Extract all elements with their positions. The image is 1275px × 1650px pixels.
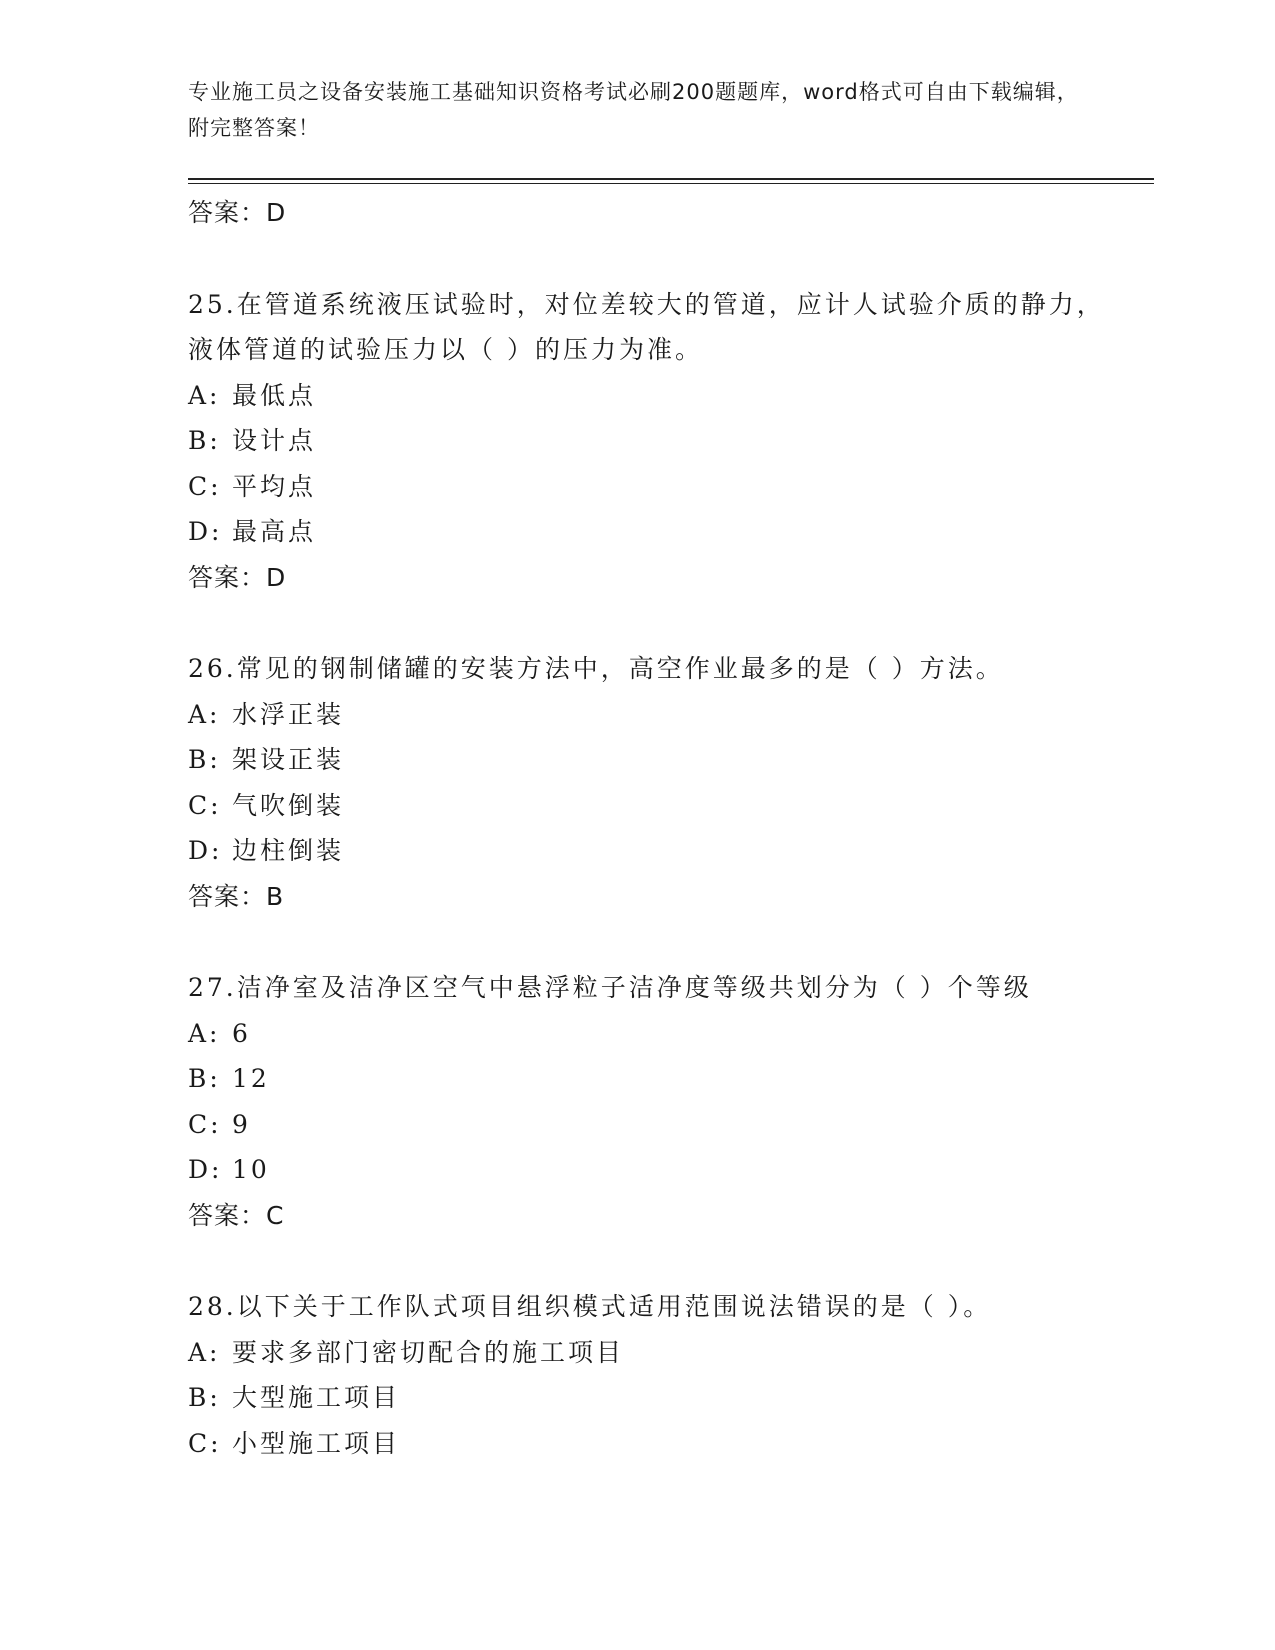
option-b: B: 12 bbox=[188, 1064, 270, 1093]
question-list bbox=[188, 190, 1108, 1466]
option-c: C: 9 bbox=[188, 1109, 251, 1139]
question-stem: 25.在管道系统液压试验时，对位差较大的管道，应计人试验介质的静力，液体管道的试验压力以（ ）的压力为准。 bbox=[188, 289, 1105, 364]
option-b: B: 架设正装 bbox=[188, 745, 345, 774]
question-stem: 27.洁净室及洁净区空气中悬浮粒子洁净度等级共划分为（ ）个等级 bbox=[188, 973, 1032, 1002]
header-rule-thin bbox=[188, 183, 1154, 184]
option-d: D: 最高点 bbox=[188, 517, 317, 546]
question-26 bbox=[188, 646, 1108, 919]
answer-line: 答案：D bbox=[188, 198, 287, 227]
option-a: A: 水浮正装 bbox=[188, 699, 345, 729]
question-stem: 26.常见的钢制储罐的安装方法中，高空作业最多的是（ ）方法。 bbox=[188, 654, 1004, 683]
option-c: C: 气吹倒装 bbox=[188, 790, 345, 820]
answer-line: 答案：C bbox=[188, 1200, 285, 1230]
option-c: C: 小型施工项目 bbox=[188, 1428, 401, 1458]
option-a: A: 要求多部门密切配合的施工项目 bbox=[188, 1337, 625, 1367]
answer-line: 答案：D bbox=[188, 562, 287, 592]
header-rule bbox=[188, 178, 1154, 180]
option-b: B: 大型施工项目 bbox=[188, 1383, 401, 1412]
option-a: A: 最低点 bbox=[188, 380, 317, 410]
option-c: C: 平均点 bbox=[188, 471, 317, 501]
option-a: A: 6 bbox=[188, 1018, 251, 1048]
question-27 bbox=[188, 965, 1108, 1238]
document-header: 专业施工员之设备安装施工基础知识资格考试必刷200题题库，word格式可自由下载编辑，附完整答案！ bbox=[188, 80, 1079, 140]
option-d: D: 边柱倒装 bbox=[188, 836, 345, 865]
option-b: B: 设计点 bbox=[188, 426, 317, 455]
answer-line: 答案：B bbox=[188, 881, 285, 911]
question-stem: 28.以下关于工作队式项目组织模式适用范围说法错误的是（ ）。 bbox=[188, 1292, 992, 1321]
option-d: D: 10 bbox=[188, 1155, 270, 1184]
question-25 bbox=[188, 282, 1108, 601]
question-28 bbox=[188, 1284, 1108, 1466]
